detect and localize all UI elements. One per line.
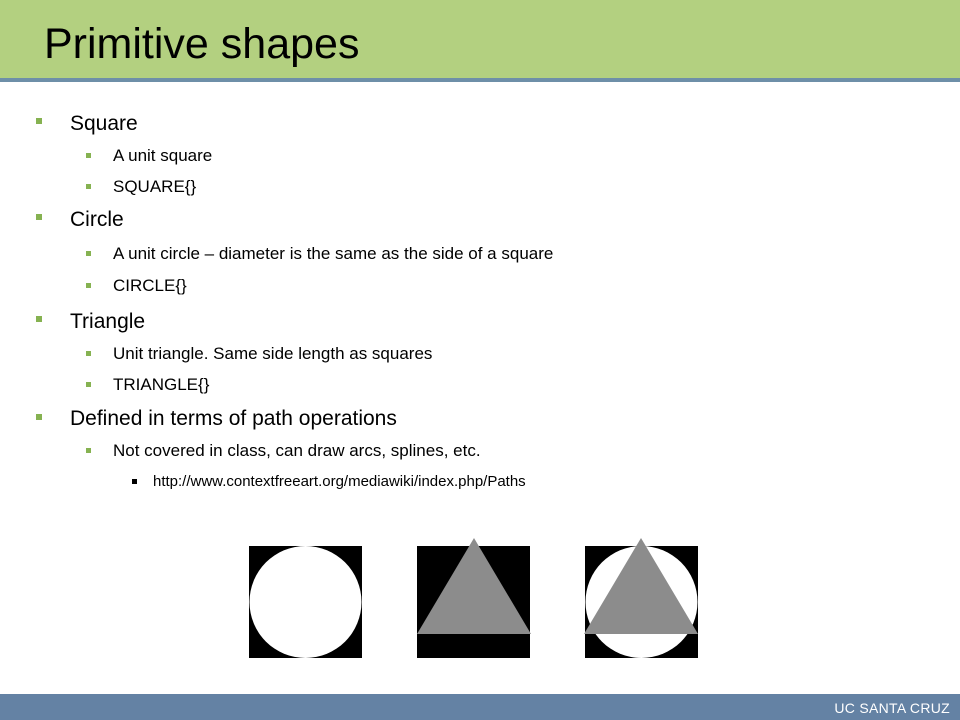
footer-bar — [0, 694, 960, 720]
title-bar-divider — [0, 78, 960, 82]
bullet-triangle-code: TRIANGLE{} — [113, 375, 210, 394]
bullet-marker — [86, 448, 91, 453]
bullet-marker — [132, 479, 137, 484]
bullet-unit-square: A unit square — [113, 146, 213, 165]
bullet-marker — [86, 283, 91, 288]
bullet-marker — [86, 251, 91, 256]
bullet-square: Square — [70, 112, 138, 135]
bullet-marker — [86, 153, 91, 158]
bullet-marker — [86, 351, 91, 356]
bullet-marker — [36, 214, 42, 220]
bullet-marker — [36, 414, 42, 420]
bullet-circle-code: CIRCLE{} — [113, 276, 187, 295]
slide-title: Primitive shapes — [44, 20, 360, 68]
bullet-unit-triangle: Unit triangle. Same side length as squares — [113, 344, 433, 363]
footer-label: UC SANTA CRUZ — [834, 700, 950, 716]
bullet-marker — [36, 118, 42, 124]
bullet-path-operations: Defined in terms of path operations — [70, 407, 397, 430]
primitive-shapes-figure — [246, 536, 706, 660]
bullet-unit-circle: A unit circle – diameter is the same as the side of a square — [113, 244, 554, 263]
bullet-square-code: SQUARE{} — [113, 177, 197, 196]
bullet-not-covered: Not covered in class, can draw arcs, splines, etc. — [113, 441, 481, 460]
bullet-marker — [86, 382, 91, 387]
square-circle-shape — [249, 546, 362, 658]
link-paths-url[interactable]: http://www.contextfreeart.org/mediawiki/index.php/Paths — [153, 473, 526, 490]
bullet-marker — [86, 184, 91, 189]
bullet-marker — [36, 316, 42, 322]
bullet-circle: Circle — [70, 208, 124, 231]
square-triangle-shape — [417, 538, 531, 658]
bullet-triangle: Triangle — [70, 310, 146, 333]
square-circle-triangle-shape — [584, 538, 698, 658]
